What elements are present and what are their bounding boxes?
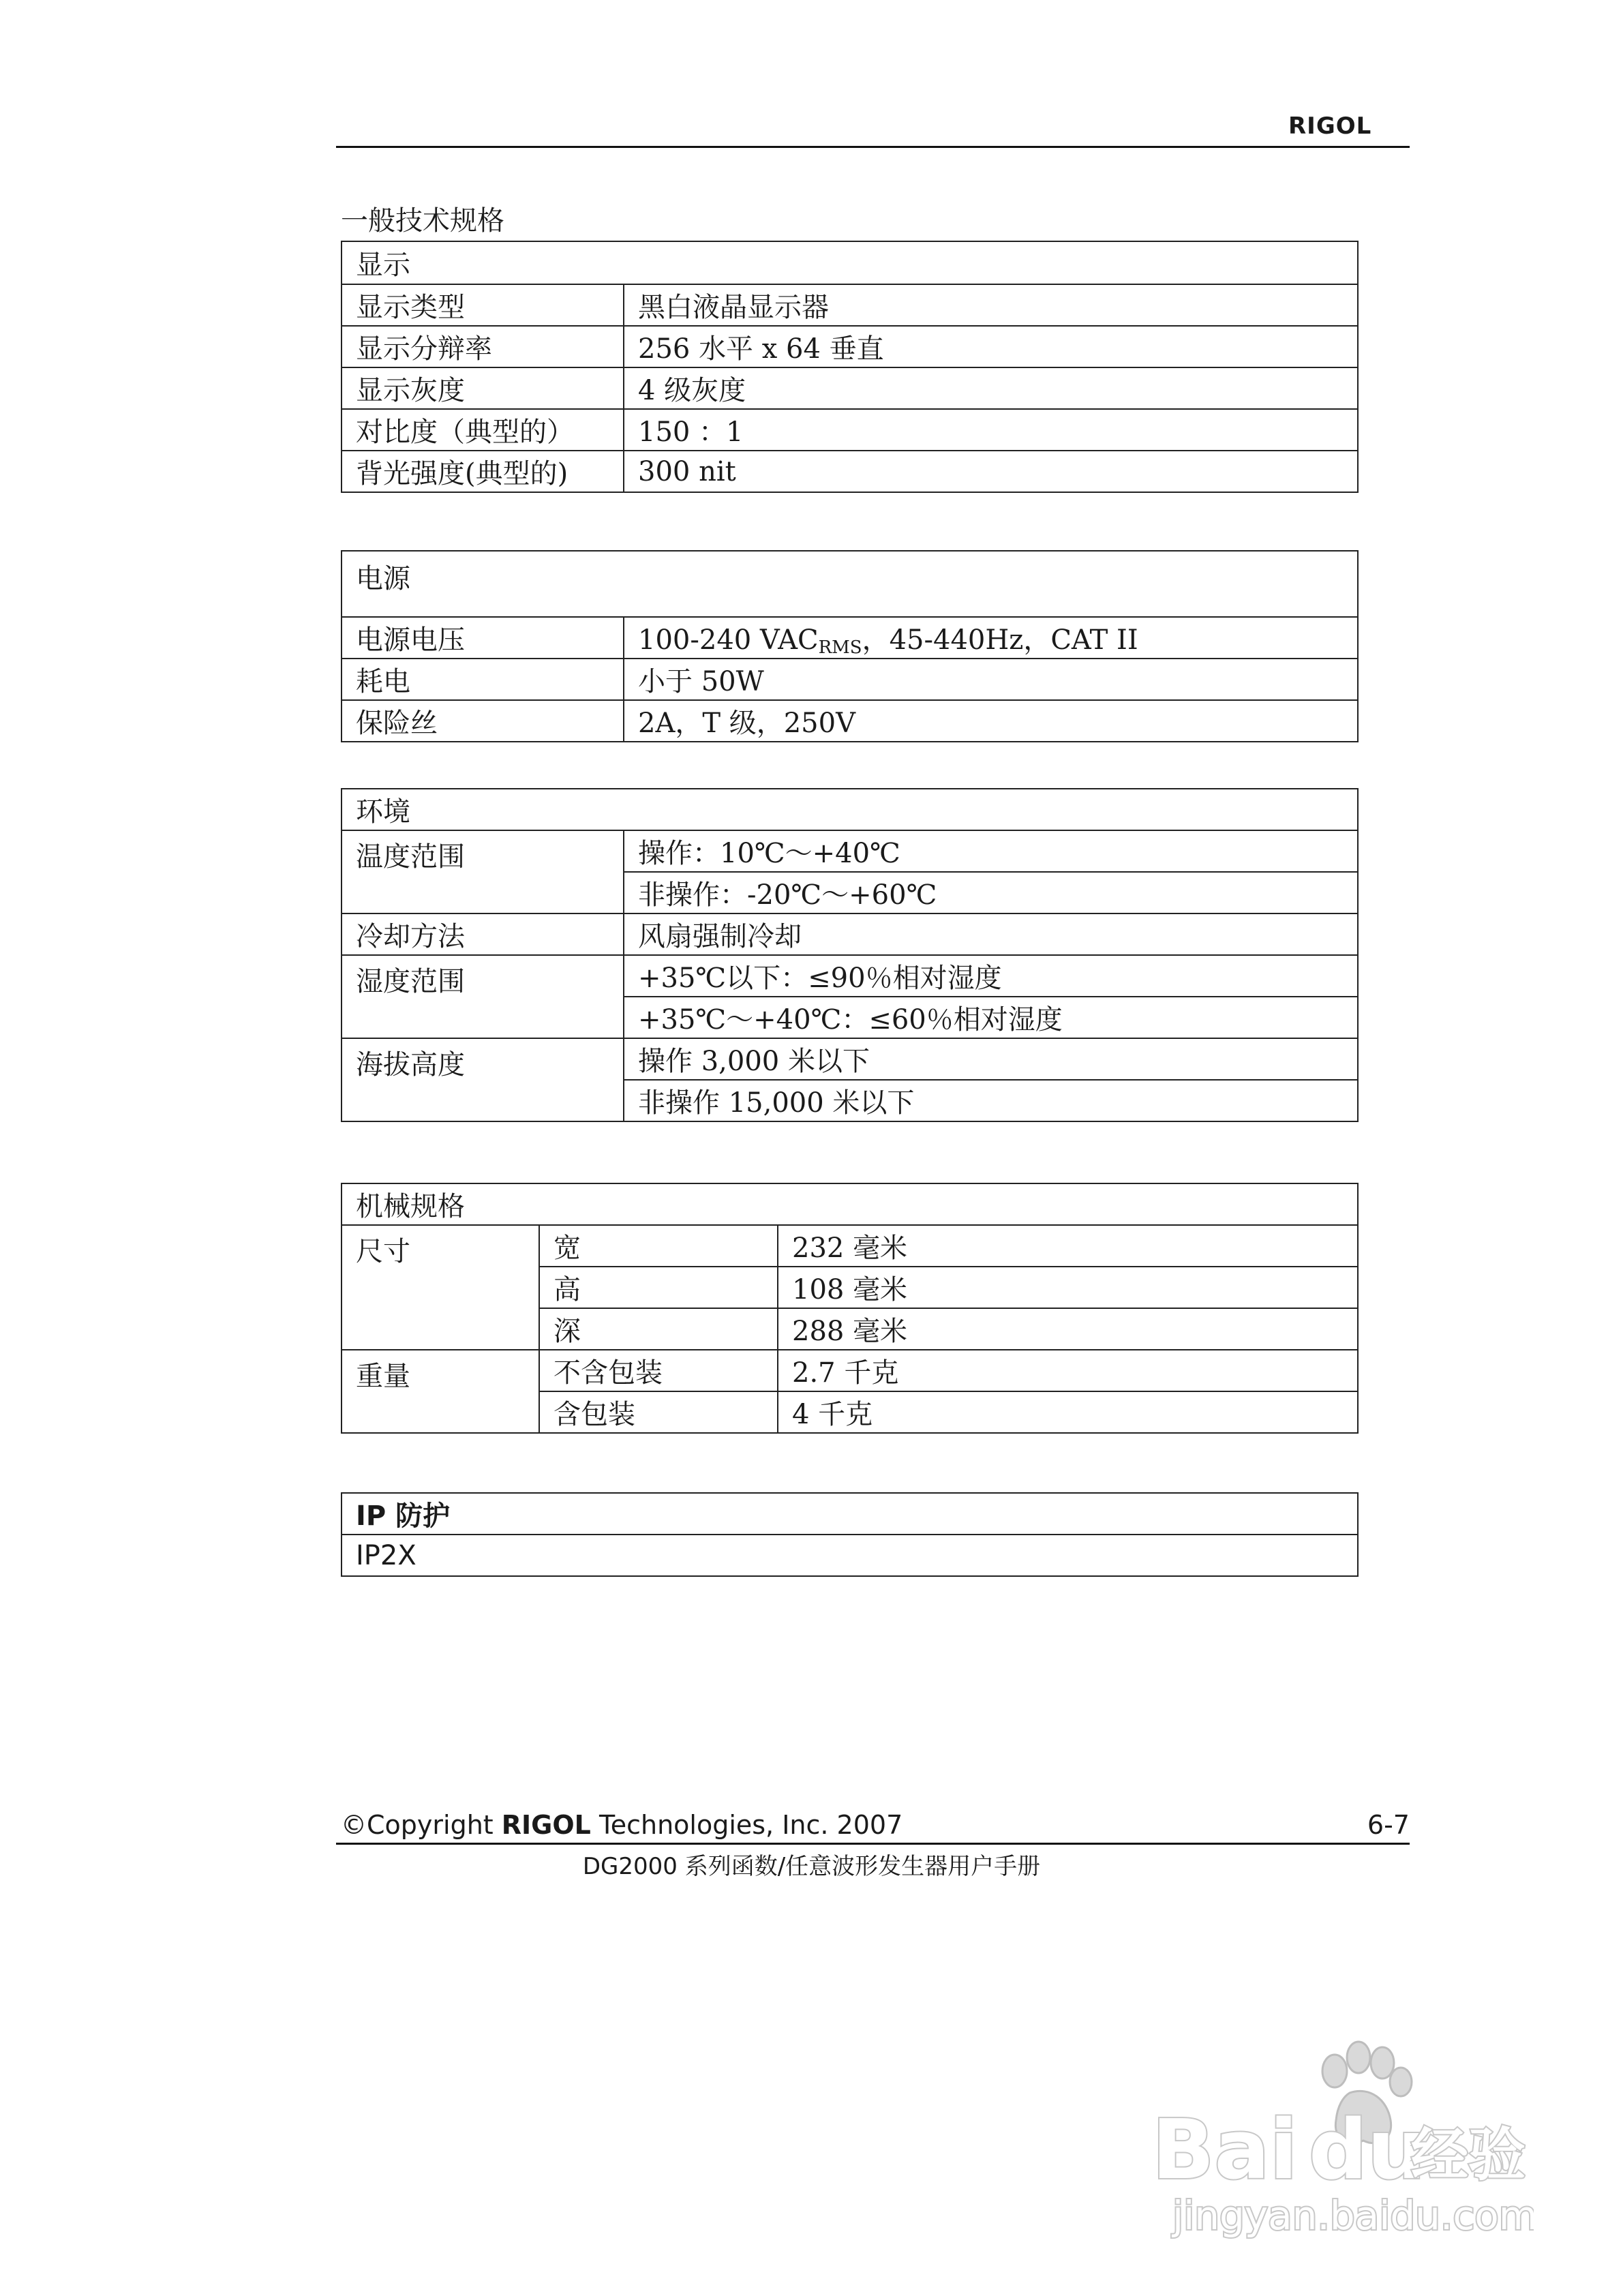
display-resolution-value: 256 水平 x 64 垂直 [624,326,1358,367]
size-height-value: 108 毫米 [778,1267,1358,1308]
table-row [342,326,1358,367]
display-table [341,241,1359,493]
power-title: 电源 [342,551,1358,617]
table-row [342,409,1358,451]
size-depth-label: 深 [539,1308,778,1350]
power-fuse-value: 2A，T 级，250V [624,700,1358,742]
table-row [342,617,1358,659]
size-depth-value: 288 毫米 [778,1308,1358,1350]
table-row [342,367,1358,409]
display-resolution-label: 显示分辩率 [342,326,624,367]
table-row [342,913,1358,955]
table-row [342,284,1358,326]
table-row [342,1350,1358,1391]
humidity-value-1: +35℃以下：≤90％相对湿度 [624,955,1358,997]
power-header-row [342,551,1358,617]
humidity-label: 湿度范围 [342,955,624,1038]
cooling-label: 冷却方法 [342,913,624,955]
table-row [342,1535,1358,1576]
power-voltage-label: 电源电压 [342,617,624,659]
ip-title-suffix: 防护 [386,1500,451,1532]
power-voltage-value [624,617,1358,659]
copyright-prefix: ©Copyright [341,1810,502,1840]
power-consumption-value: 小于 50W [624,659,1358,700]
environment-title: 环境 [342,789,1358,830]
baidu-watermark [1152,2038,1534,2243]
power-fuse-label: 保险丝 [342,700,624,742]
display-contrast-value: 150 ：1 [624,409,1358,451]
environment-header-row [342,789,1358,830]
size-height-label: 高 [539,1267,778,1308]
copyright-suffix: Technologies, Inc. 2007 [590,1810,903,1840]
display-backlight-value: 300 nit [624,451,1358,492]
display-type-label: 显示类型 [342,284,624,326]
size-label: 尺寸 [342,1225,539,1350]
table-row [342,1225,1358,1267]
humidity-value-2: +35℃～+40℃：≤60％相对湿度 [624,997,1358,1038]
display-header-row [342,241,1358,284]
footer-rule [336,1843,1410,1845]
ip-table [341,1492,1359,1577]
size-width-value: 232 毫米 [778,1225,1358,1267]
svg-text:经验: 经验 [1411,2121,1526,2188]
table-row [342,659,1358,700]
table-row [342,700,1358,742]
svg-text:jingyan.baidu.com: jingyan.baidu.com [1172,2192,1534,2239]
power-table [341,550,1359,742]
size-width-label: 宽 [539,1225,778,1267]
weight-nopack-value: 2.7 千克 [778,1350,1358,1391]
footer-copyright [341,1810,902,1840]
table-row [342,451,1358,492]
display-type-value: 黑白液晶显示器 [624,284,1358,326]
power-voltage-prefix: 100-240 VAC [638,624,819,656]
mechanical-table [341,1183,1359,1434]
power-consumption-label: 耗电 [342,659,624,700]
temperature-op-value: 操作：10℃～+40℃ [624,830,1358,872]
table-row [342,1038,1358,1080]
display-title: 显示 [342,241,1358,284]
display-gray-value: 4 级灰度 [624,367,1358,409]
altitude-nonop-value: 非操作 15,000 米以下 [624,1080,1358,1121]
display-contrast-label: 对比度（典型的） [342,409,624,451]
weight-nopack-label: 不含包装 [539,1350,778,1391]
power-voltage-sub: RMS [818,637,862,658]
table-row [342,830,1358,872]
header-rule [336,146,1410,148]
ip-header-row [342,1493,1358,1535]
page-title: 一般技术规格 [341,205,504,237]
display-gray-label: 显示灰度 [342,367,624,409]
mechanical-header-row [342,1183,1358,1225]
cooling-value: 风扇强制冷却 [624,913,1358,955]
environment-table [341,788,1359,1122]
weight-pack-label: 含包装 [539,1391,778,1433]
power-voltage-suffix: ，45-440Hz，CAT II [862,624,1138,656]
copyright-brand: RIGOL [501,1810,591,1840]
altitude-op-value: 操作 3,000 米以下 [624,1038,1358,1080]
weight-label: 重量 [342,1350,539,1433]
page-number: 6-7 [1367,1810,1410,1840]
ip-title [342,1493,1358,1535]
altitude-label: 海拔高度 [342,1038,624,1121]
svg-text:Bai: Bai [1152,2103,1298,2198]
temperature-nonop-value: 非操作：-20℃～+60℃ [624,872,1358,913]
ip-title-prefix: IP [356,1500,386,1532]
mechanical-title: 机械规格 [342,1183,1358,1225]
table-row [342,955,1358,997]
temperature-label: 温度范围 [342,830,624,913]
ip-value: IP2X [342,1535,1358,1576]
baidu-logo-icon [1152,2038,1534,2243]
manual-subtitle: DG2000 系列函数/任意波形发生器用户手册 [582,1853,1041,1880]
weight-pack-value: 4 千克 [778,1391,1358,1433]
svg-text:du: du [1309,2103,1426,2198]
display-backlight-label: 背光强度(典型的) [342,451,624,492]
header-brand: RIGOL [1288,112,1372,140]
